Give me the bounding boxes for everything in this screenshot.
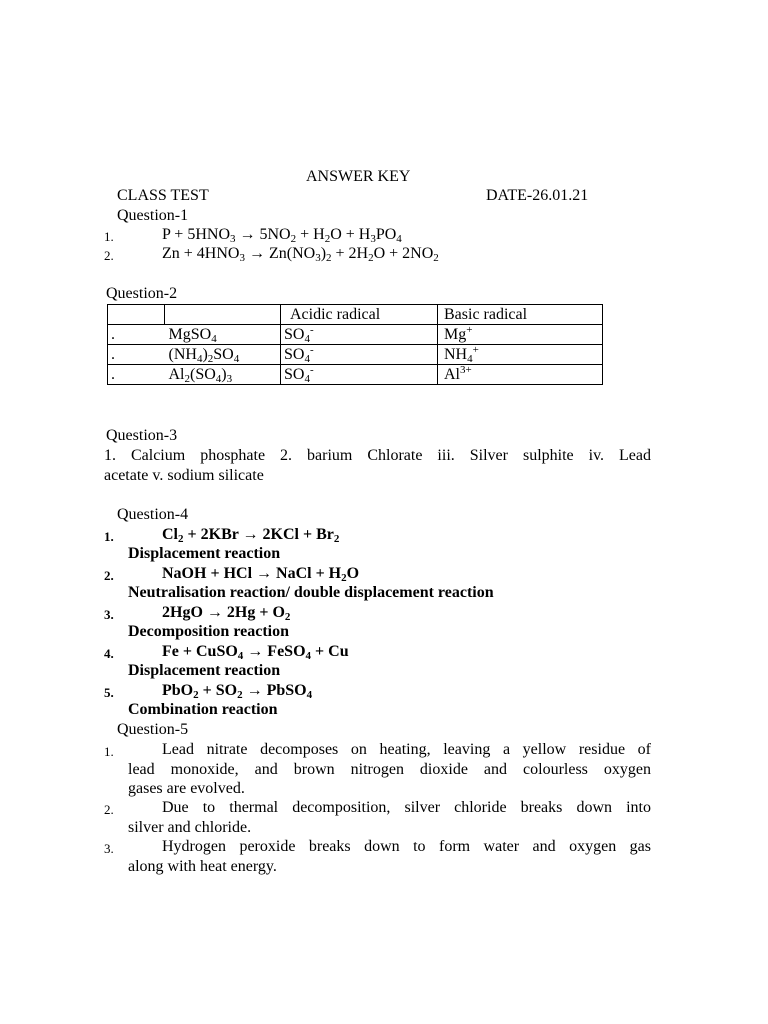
table-header-cell <box>165 305 281 325</box>
q4-equation: NaOH + HCl → NaCl + $H_2O$ <box>162 565 360 584</box>
acidic-radical-header: Acidic radical <box>281 305 438 325</box>
q5-answer-line: lead monoxide, and brown nitrogen dioxide and colourless oxygen <box>128 761 651 778</box>
compound-cell: $Al_2(SO_4)_3$ <box>165 365 281 385</box>
table-header-cell <box>108 305 165 325</box>
basic-radical-cell: $NH_4^+$ <box>438 345 603 365</box>
q4-equation: $PbO_2 + SO_2$ → PbSO$_4$ <box>162 682 313 701</box>
table-header-row <box>108 305 603 325</box>
q5-answer-line: along with heat energy. <box>128 858 277 875</box>
acidic-radical-cell: $SO_4^-$ <box>281 325 438 345</box>
q4-item-number: 4. <box>104 646 114 661</box>
question-1-heading: Question-1 <box>117 207 189 224</box>
q5-answer-line: Lead nitrate decomposes on heating, leaving a yellow residue of <box>162 741 651 758</box>
table-row <box>108 365 603 385</box>
q5-item-number: 2. <box>104 802 114 817</box>
q5-answer-line: Hydrogen peroxide breaks down to form water and oxygen gas <box>162 838 651 855</box>
q1-item-number: 1. <box>104 229 114 244</box>
question-2-heading: Question-2 <box>106 285 178 302</box>
q5-answer-line: gases are evolved. <box>128 780 245 797</box>
q4-item-number: 2. <box>104 568 114 583</box>
q5-item-number: 1. <box>104 744 114 759</box>
question-4-heading: Question-4 <box>117 506 189 523</box>
acidic-radical-cell: $SO_4^-$ <box>281 345 438 365</box>
class-label: CLASS TEST <box>117 187 209 204</box>
q4-equation: Fe + CuSO$_4$ → FeSO$_4$ + Cu <box>162 643 349 662</box>
document-title: ANSWER KEY <box>306 168 411 185</box>
q1-item-number: 2. <box>104 248 114 263</box>
q4-item-number: 5. <box>104 685 114 700</box>
q4-reaction-type: Displacement reaction <box>128 545 281 562</box>
table-row <box>108 325 603 345</box>
q4-equation: $Cl_2 + 2KBr \to 2KCl + Br_2$ <box>162 526 340 545</box>
q5-item-number: 3. <box>104 841 114 856</box>
q4-equation: $2HgO \to 2Hg + O_2$ <box>162 604 291 623</box>
basic-radical-header: Basic radical <box>438 305 603 325</box>
basic-radical-cell: Mg+ <box>438 325 603 345</box>
row-bullet: . <box>108 345 165 365</box>
q3-answer-line: acetate v. sodium silicate <box>104 467 264 484</box>
q5-answer-line: silver and chloride. <box>128 819 252 836</box>
compound-cell: $(NH_4)_2SO_4$ <box>165 345 281 365</box>
q4-reaction-type: Neutralisation reaction/ double displacement reaction <box>128 584 494 601</box>
q4-reaction-type: Displacement reaction <box>128 662 281 679</box>
q4-reaction-type: Decomposition reaction <box>128 623 290 640</box>
question-3-heading: Question-3 <box>106 427 178 444</box>
q4-item-number: 1. <box>104 529 114 544</box>
radicals-table <box>107 304 603 385</box>
q1-equation: $Zn + 4HNO_3 \to Zn(NO_3)_2 + 2H_2O + 2NO_2$ <box>162 245 439 264</box>
acidic-radical-cell: $SO_4^-$ <box>281 365 438 385</box>
question-5-heading: Question-5 <box>117 721 189 738</box>
q1-equation: $P + 5HNO_3 \to 5NO_2 + H_2O + H_3PO_4$ <box>162 226 402 245</box>
row-bullet: . <box>108 325 165 345</box>
basic-radical-cell: $Al^{3+}$ <box>438 365 603 385</box>
compound-cell: MgSO$_4$ <box>165 325 281 345</box>
q3-answer-line: 1. Calcium phosphate 2. barium Chlorate iii. Silver sulphite iv. Lead <box>104 447 651 464</box>
q4-reaction-type: Combination reaction <box>128 701 278 718</box>
table-row <box>108 345 603 365</box>
date-label: DATE-26.01.21 <box>486 187 589 204</box>
q4-item-number: 3. <box>104 607 114 622</box>
q5-answer-line: Due to thermal decomposition, silver chloride breaks down into <box>162 799 651 816</box>
row-bullet: . <box>108 365 165 385</box>
